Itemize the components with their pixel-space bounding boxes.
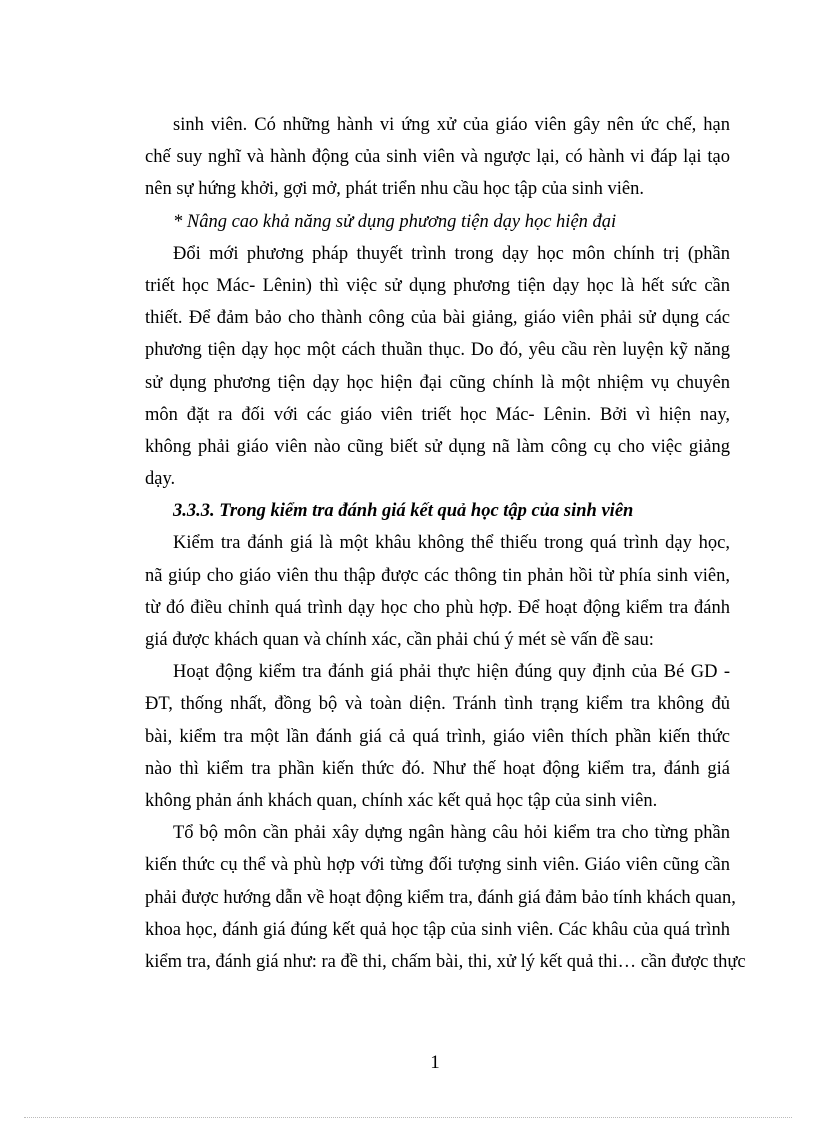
text-line: khoa học, đánh giá đúng kết quả học tập của sinh viên. Các khâu của quá trình — [145, 919, 730, 940]
text-line: sinh viên. Có những hành vi ứng xử của giáo viên gây nên ức chế, hạn — [173, 115, 730, 135]
text-line: phương tiện dạy học một cách thuần thục. Do đó, yêu cầu rèn luyện kỹ năng — [145, 340, 730, 361]
text-line: không phản ánh khách quan, chính xác kết quả học tập của sinh viên. — [145, 790, 658, 811]
text-line: nào thì kiểm tra phần kiến thức đó. Như thế hoạt động kiểm tra, đánh giá — [145, 758, 730, 779]
text-line: triết học Mác- Lênin) thì việc sử dụng phương tiện dạy học là hết sức cần — [145, 275, 730, 296]
text-line: thiết. Để đảm bảo cho thành công của bài giảng, giáo viên phải sử dụng các — [145, 308, 730, 329]
text-line: phải được hướng dẫn về hoạt động kiểm tra, đánh giá đảm bảo tính khách quan, — [145, 887, 736, 908]
text-line: Tổ bộ môn cần phải xây dựng ngân hàng câu hỏi kiểm tra cho từng phần — [173, 823, 730, 844]
subheading-line: * Nâng cao khả năng sử dụng phương tiện dạy học hiện đại — [173, 211, 617, 232]
text-line: kiến thức cụ thể và phù hợp với từng đối tượng sinh viên. Giáo viên cũng cần — [145, 855, 730, 876]
text-line: Hoạt động kiểm tra đánh giá phải thực hiện đúng quy định của Bé GD - — [173, 662, 730, 683]
text-line: kiểm tra, đánh giá như: ra đề thi, chấm bài, thi, xử lý kết quả thi… cần được thực — [145, 951, 746, 972]
text-line: bài, kiểm tra một lần đánh giá cả quá trình, giáo viên thích phần kiến thức — [145, 726, 730, 747]
page-number: 1 — [430, 1052, 440, 1073]
text-line: nên sự hứng khởi, gợi mở, phát triển nhu cầu học tập của sinh viên. — [145, 179, 644, 200]
section-heading: 3.3.3. Trong kiểm tra đánh giá kết quả học tập của sinh viên — [173, 501, 634, 522]
text-line: môn đặt ra đối với các giáo viên triết học Mác- Lênin. Bởi vì hiện nay, — [145, 404, 730, 425]
text-line: Kiểm tra đánh giá là một khâu không thể thiếu trong quá trình dạy học, — [173, 533, 730, 554]
text-line: dạy. — [145, 469, 176, 490]
document-body — [145, 109, 746, 978]
text-line: giá được khách quan và chính xác, cần phải chú ý mét sè vấn đề sau: — [145, 630, 654, 650]
text-line: từ đó điều chỉnh quá trình dạy học cho phù hợp. Để hoạt động kiểm tra đánh — [145, 597, 730, 618]
text-line: Đổi mới phương pháp thuyết trình trong dạy học môn chính trị (phần — [173, 243, 730, 264]
text-line: sử dụng phương tiện dạy học hiện đại cũng chính là một nhiệm vụ chuyên — [145, 372, 730, 393]
text-line: ĐT, thống nhất, đồng bộ và toàn diện. Tránh tình trạng kiểm tra không đủ — [145, 694, 730, 715]
text-line: không phải giáo viên nào cũng biết sử dụng nã làm công cụ cho việc giảng — [145, 436, 730, 457]
page-bottom-divider — [24, 1117, 792, 1118]
text-line: nã giúp cho giáo viên thu thập được các thông tin phản hồi từ phía sinh viên, — [145, 565, 730, 586]
text-line: chế suy nghĩ và hành động của sinh viên và ngược lại, có hành vi đáp lại tạo — [145, 147, 730, 168]
